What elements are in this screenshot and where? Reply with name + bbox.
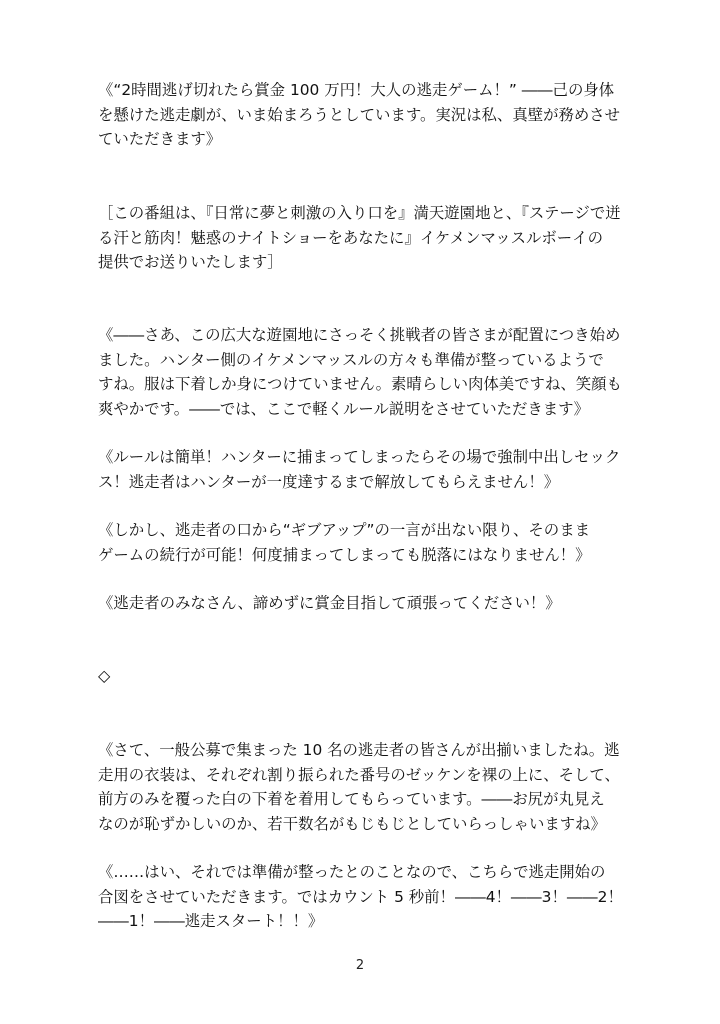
text-line: 《……はい、それでは準備が整ったとのことなので、こちらで逃走開始の — [98, 863, 606, 881]
text-line: 走用の衣装は、それぞれ割り振られた番号のゼッケンを裸の上に、そして、 — [98, 765, 620, 784]
paragraph-intro — [98, 78, 638, 152]
text-line: 《――さあ、この広大な遊園地にさっそく挑戦者の皆さまが配置につき始め — [98, 326, 621, 344]
paragraph-giveup — [98, 518, 638, 567]
paragraph-sponsor — [98, 201, 638, 275]
text-line: ス！逃走者はハンターが一度達するまで解放してもらえません！》 — [98, 472, 560, 491]
text-line: ［この番組は、『日常に夢と刺激の入り口を』満天遊園地と、『ステージで迸 — [98, 204, 621, 222]
text-line: すね。服は下着しか身につけていません。素晴らしい肉体美ですね、笑顔も — [98, 375, 622, 393]
paragraph-runners — [98, 738, 638, 836]
text-line: を懸けた逃走劇が、いま始まろうとしています。実況は私、真壁が務めさせ — [98, 105, 621, 124]
section-break-diamond-icon: ◇ — [98, 666, 111, 685]
text-line: 前方のみを覆った白の下着を着用してもらっています。――お尻が丸見え — [98, 790, 605, 808]
text-line: 合図をさせていただきます。ではカウント 5 秒前！――4！――3！――2！ — [98, 887, 623, 906]
paragraph-setup — [98, 323, 638, 421]
text-line: ――1！――逃走スタート！！》 — [98, 912, 324, 930]
text-line: ていただきます》 — [98, 130, 222, 148]
paragraph-countdown — [98, 860, 638, 934]
text-line: 提供でお送りいたします］ — [98, 253, 283, 271]
text-line: なのが恥ずかしいのか、若干数名がもじもじとしていらっしゃいますね》 — [98, 814, 606, 833]
paragraph-rules — [98, 445, 638, 494]
text-line: ゲームの続行が可能！何度捕まってしまっても脱落にはなりません！》 — [98, 545, 591, 564]
text-line: ました。ハンター側のイケメンマッスルの方々も準備が整っているようで — [98, 350, 604, 369]
text-line: 《しかし、逃走者の口から“ギブアップ”の一言が出ない限り、そのまま — [98, 521, 590, 539]
text-line: 《ルールは簡単！ハンターに捕まってしまったらその場で強制中出しセック — [98, 448, 621, 466]
text-line: 《“2時間逃げ切れたら賞金 100 万円！大人の逃走ゲーム！” ――己の身体 — [98, 81, 615, 99]
text-line: 《逃走者のみなさん、諦めずに賞金目指して頑張ってください！》 — [98, 594, 561, 612]
paragraph-encourage — [98, 591, 638, 616]
text-line: 《さて、一般公募で集まった 10 名の逃走者の皆さんが出揃いましたね。逃 — [98, 741, 620, 759]
text-line: る汗と筋肉！魅惑のナイトショーをあなたに』イケメンマッスルボーイの — [98, 228, 603, 247]
text-line: 爽やかです。――では、ここで軽くルール説明をさせていただきます》 — [98, 399, 589, 418]
page-number: 2 — [355, 958, 365, 973]
